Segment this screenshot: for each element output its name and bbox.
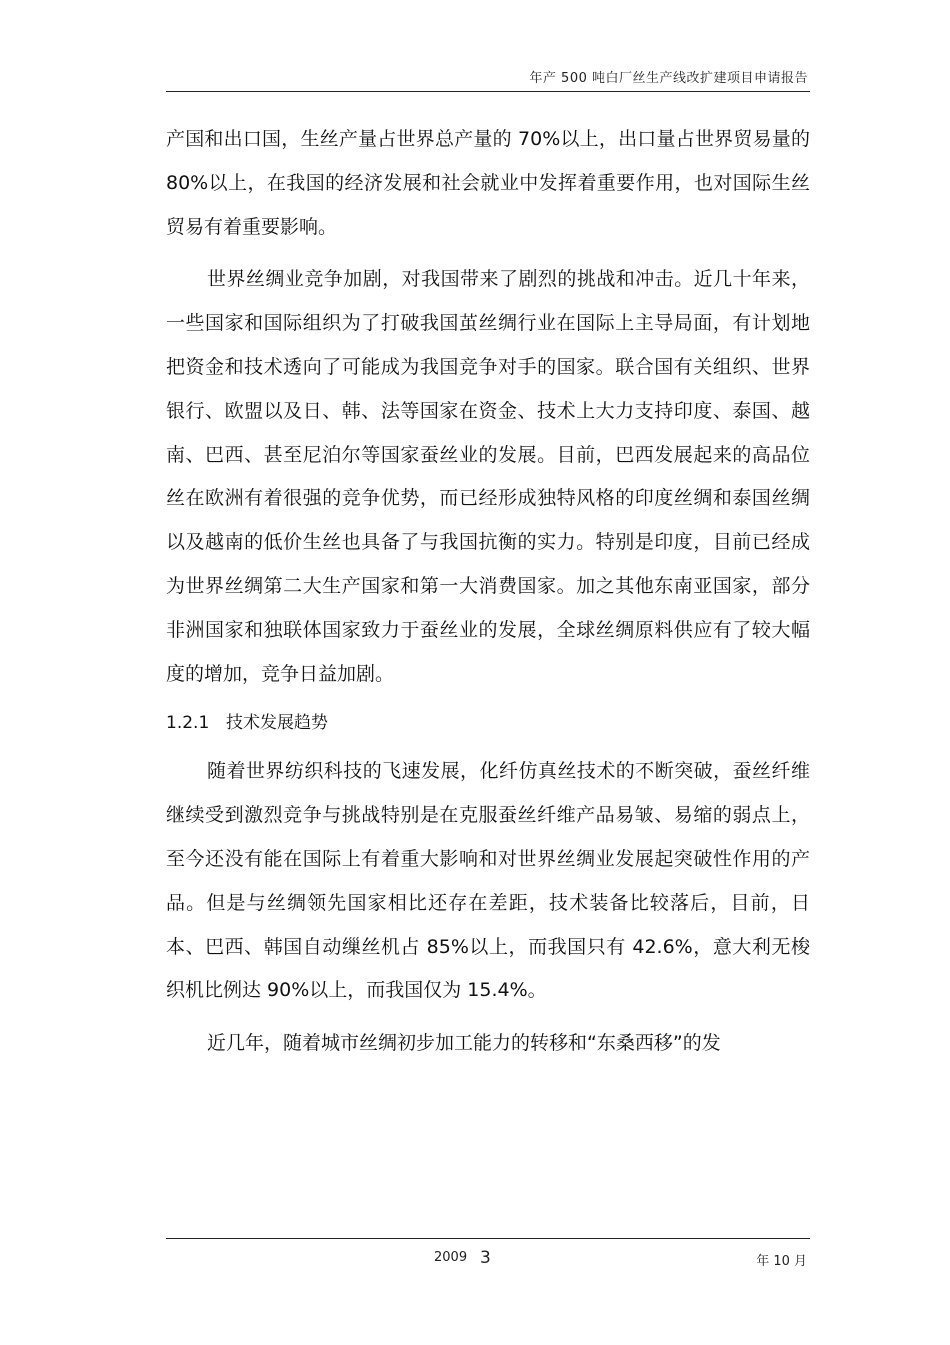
paragraph-4: 近几年，随着城市丝绸初步加工能力的转移和“东桑西移”的发 <box>207 1032 721 1055</box>
page-number: 3 <box>480 1248 491 1268</box>
footer-month: 年 10 月 <box>756 1254 807 1269</box>
header-divider <box>166 91 810 92</box>
section-heading <box>166 702 810 744</box>
paragraph-2: 世界丝绸业竞争加剧，对我国带来了剧烈的挑战和冲击。近几十年来，一些国家和国际组织为了打破我国茧丝绸行业在国际上主导局面，有计划地把资金和技术透向了可能成为我国竞争对手的国家。联合国有关组织、世界银行、欧盟以及日、韩、法等国家在资金、技术上大力支持印度、泰国、越南、巴西、甚至尼泊尔等国家蚕丝业的发展。目前，巴西发展起来的高品位丝在欧洲有着很强的竞争优势，而已经形成独特风格的印度丝绸和泰国丝绸以及越南的低价生丝也具备了与我国抗衡的实力。特别是印度，目前已经成为世界丝绸第二大生产国家和第一大消费国家。加之其他东南亚国家，部分非洲国家和独联体国家致力于蚕丝业的发展，全球丝绸原料供应有了较大幅度的增加，竞争日益加剧。 <box>166 268 810 685</box>
footer-divider <box>166 1238 810 1239</box>
section-number: 1.2.1 <box>166 713 210 734</box>
footer-year: 2009 <box>434 1250 468 1265</box>
paragraph-3: 随着世界纺织科技的飞速发展，化纤仿真丝技术的不断突破，蚕丝纤维继续受到激烈竞争与挑战特别是在克服蚕丝纤维产品易皱、易缩的弱点上，至今还没有能在国际上有着重大影响和对世界丝绸业发展起突破性作用的产品。但是与丝绸领先国家相比还存在差距，技术装备比较落后，目前，日本、巴西、韩国自动缫丝机占 85%以上，而我国只有 42.6%，意大利无梭织机比例达 90%以上，而我国仅为 15.4%。 <box>166 760 810 1002</box>
section-title: 技术发展趋势 <box>226 713 328 734</box>
running-header: 年产 500 吨白厂丝生产线改扩建项目申请报告 <box>529 71 808 86</box>
paragraph-1: 产国和出口国，生丝产量占世界总产量的 70%以上，出口量占世界贸易量的 80%以上，在我国的经济发展和社会就业中发挥着重要作用，也对国际生丝贸易有着重要影响。 <box>166 128 810 238</box>
page-body <box>166 118 810 1066</box>
